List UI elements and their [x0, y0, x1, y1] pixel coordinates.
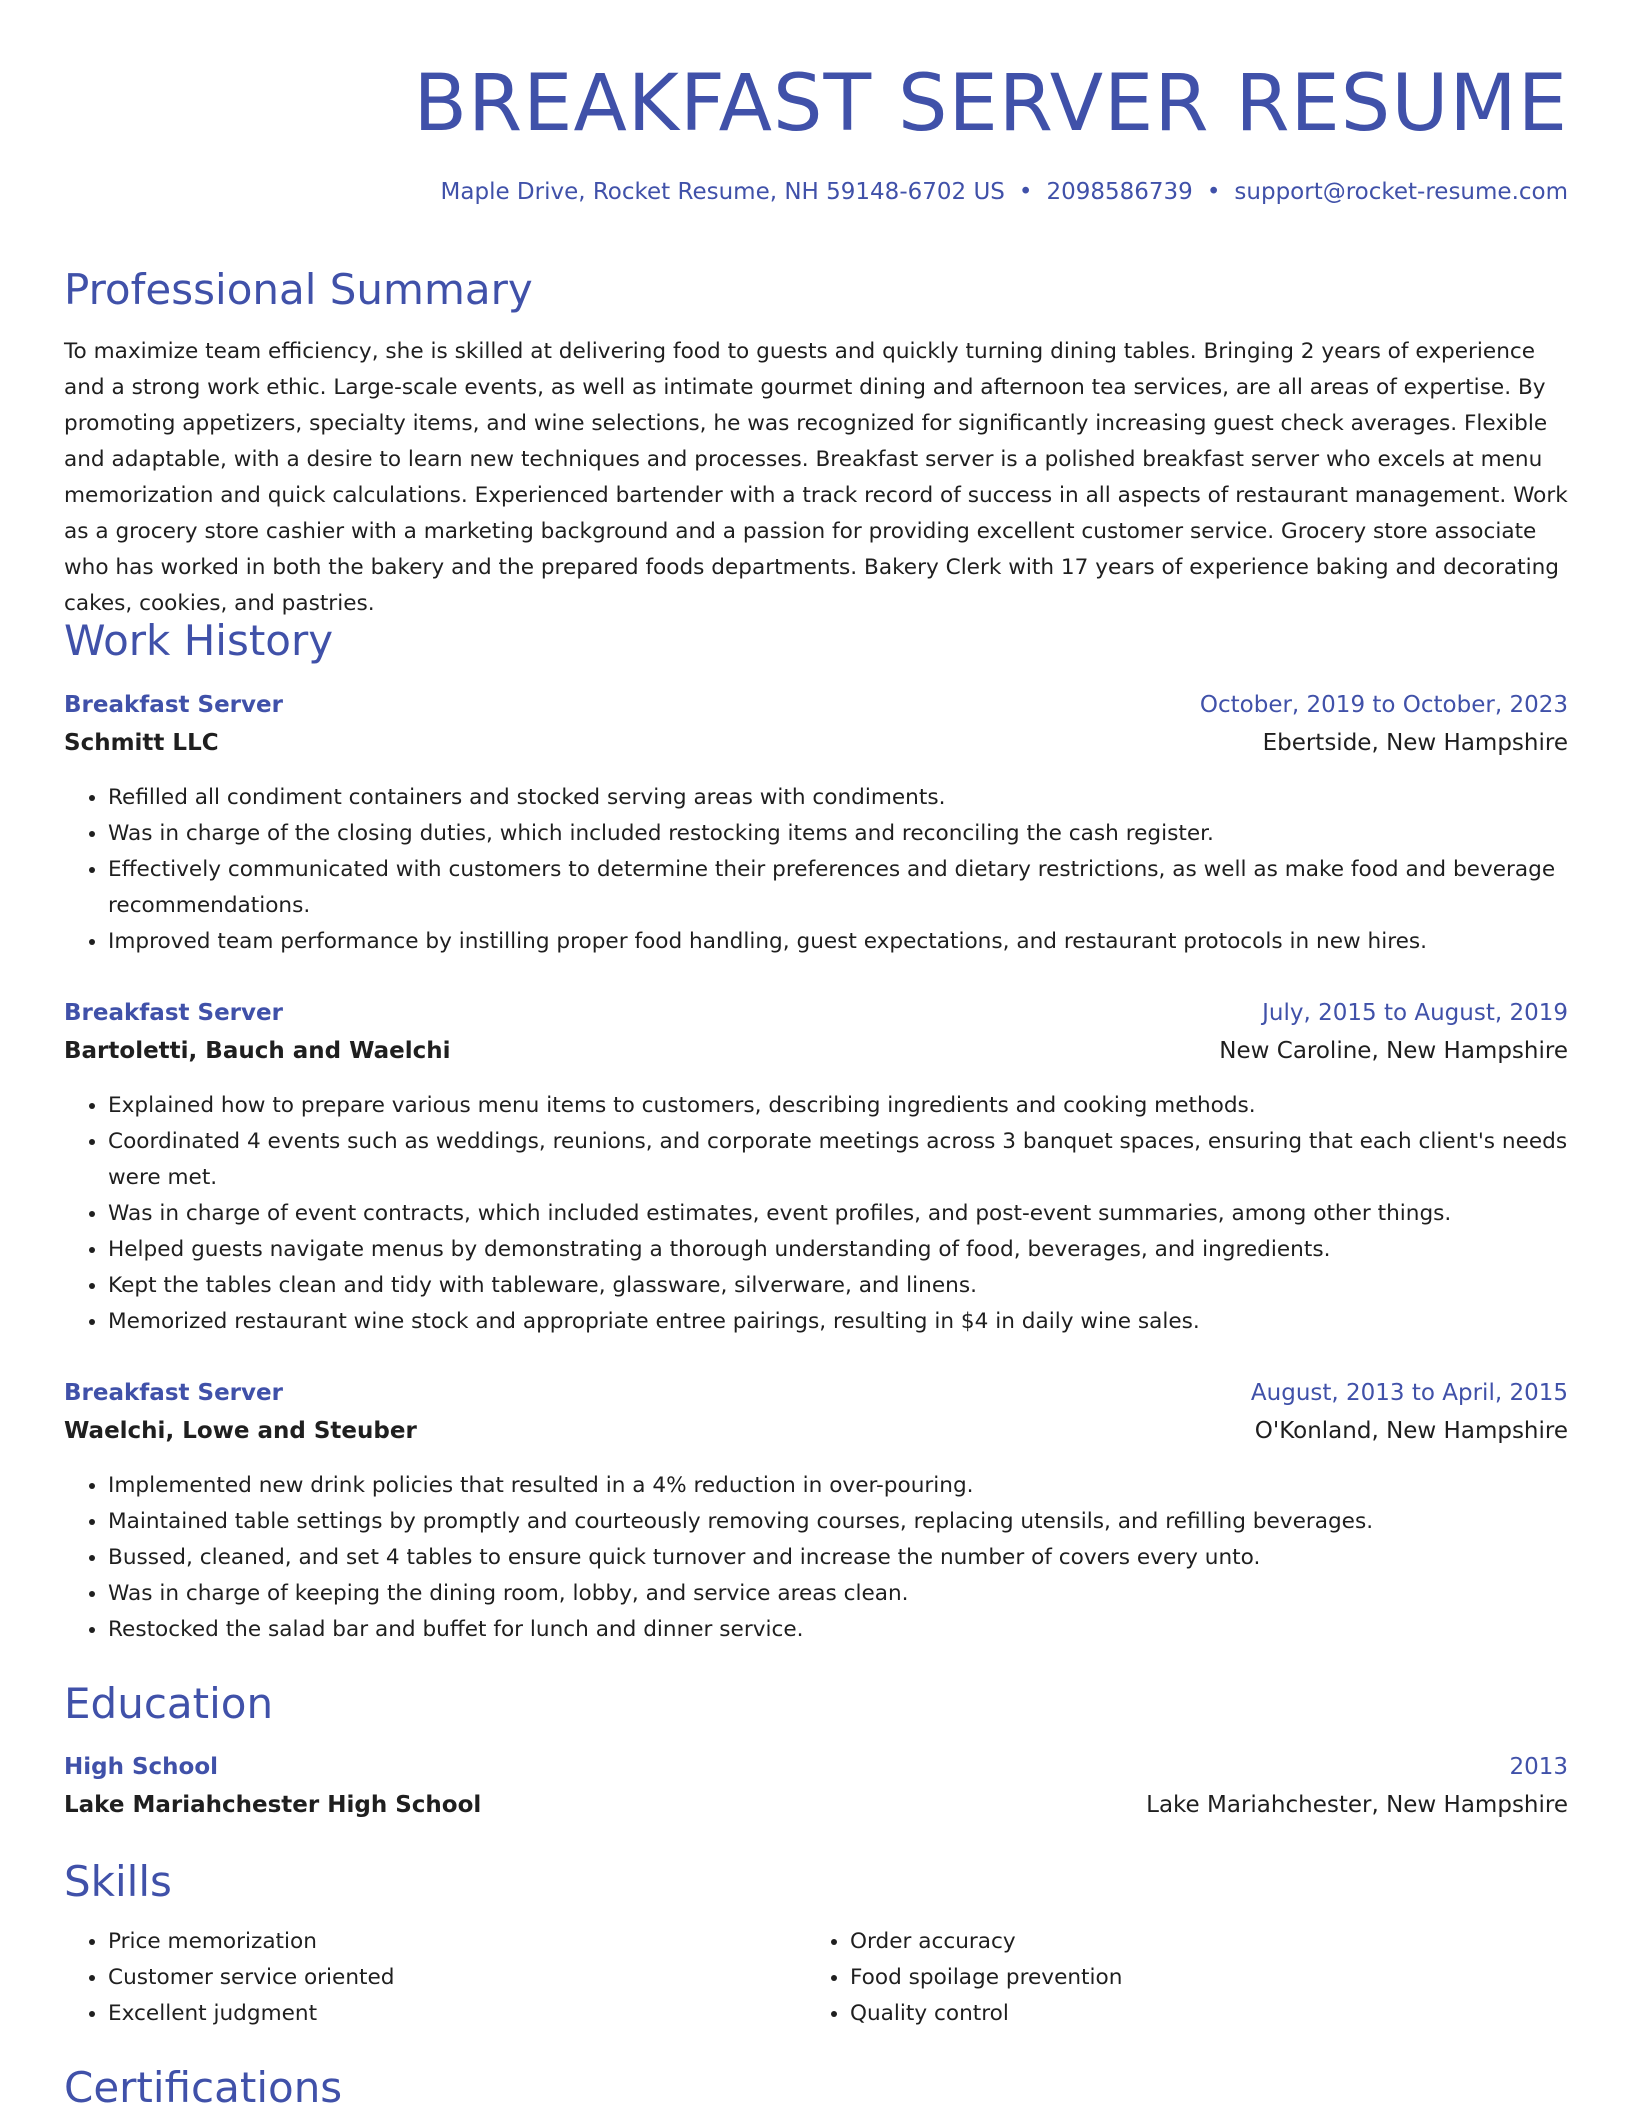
- job-company: Schmitt LLC: [64, 730, 219, 756]
- list-item: • Coordinated 4 events such as weddings, reunions, and corporate meetings across 3 banquet spaces, ensuring that each client's needs were met.: [108, 1124, 1568, 1196]
- education-location: Lake Mariahchester, New Hampshire: [1146, 1792, 1568, 1818]
- job-dates: July, 2015 to August, 2019: [1262, 1000, 1568, 1026]
- education-heading: Education: [64, 1679, 274, 1728]
- summary-text: To maximize team efficiency, she is skilled at delivering food to guests and quickly turning dining tables. Bringing 2 years of experience and a strong work ethic. Large-scale events, as well as intimate gourmet dining and afternoon tea services, are all areas of expertise. By promoting appetizers, specialty items, and wine selections, he was recognized for significantly increasing guest check averages. Flexible and adaptable, with a desire to learn new techniques and processes. Breakfast server is a polished breakfast server who excels at menu memorization and quick calculations. Experienced bartender with a track record of success in all aspects of restaurant management. Work as a grocery store cashier with a marketing background and a passion for providing excellent customer service. Grocery store associate who has worked in both the bakery and the prepared foods departments. Bakery Clerk with 17 years of experience baking and decorating cakes, cookies, and pastries.: [64, 339, 1568, 616]
- job-role: Breakfast Server: [64, 1380, 283, 1406]
- list-item: • Food spoilage prevention: [850, 1960, 1548, 1996]
- list-item: • Bussed, cleaned, and set 4 tables to ensure quick turnover and increase the number of covers every unto.: [108, 1540, 1568, 1576]
- list-item: • Implemented new drink policies that resulted in a 4% reduction in over-pouring.: [108, 1468, 1568, 1504]
- skills-heading: Skills: [64, 1857, 172, 1906]
- list-item: • Order accuracy: [850, 1924, 1548, 1960]
- education-school: Lake Mariahchester High School: [64, 1792, 482, 1818]
- work-history-heading: Work History: [64, 616, 334, 665]
- list-item: • Restocked the salad bar and buffet for lunch and dinner service.: [108, 1612, 1568, 1648]
- job-role: Breakfast Server: [64, 692, 283, 718]
- job-dates: October, 2019 to October, 2023: [1199, 692, 1568, 718]
- list-item: • Price memorization: [108, 1924, 806, 1960]
- education-entry: [64, 1751, 1568, 1821]
- contact-separator: •: [1018, 179, 1033, 205]
- certifications-heading: Certifications: [64, 2063, 343, 2112]
- job-role: Breakfast Server: [64, 1000, 283, 1026]
- contact-email[interactable]: support@rocket-resume.com: [1234, 179, 1568, 205]
- list-item: • Quality control: [850, 1996, 1548, 2032]
- contact-address: Maple Drive, Rocket Resume, NH 59148-6702 US: [440, 179, 1005, 205]
- job-entry-header: [64, 997, 1568, 1067]
- contact-separator: •: [1206, 179, 1221, 205]
- summary-heading: Professional Summary: [64, 265, 533, 314]
- job-bullet-list: [64, 1088, 1568, 1340]
- list-item: • Customer service oriented: [108, 1960, 806, 1996]
- job-company: Waelchi, Lowe and Steuber: [64, 1418, 417, 1444]
- list-item: • Helped guests navigate menus by demonstrating a thorough understanding of food, beverages, and ingredients.: [108, 1232, 1568, 1268]
- list-item: • Effectively communicated with customers to determine their preferences and dietary restrictions, as well as make food and beverage recommendations.: [108, 852, 1568, 924]
- job-location: New Caroline, New Hampshire: [1219, 1038, 1568, 1064]
- skills-column-right: [806, 1924, 1548, 2032]
- job-company: Bartoletti, Bauch and Waelchi: [64, 1038, 451, 1064]
- job-dates: August, 2013 to April, 2015: [1250, 1380, 1568, 1406]
- contact-phone: 2098586739: [1046, 179, 1193, 205]
- job-location: O'Konland, New Hampshire: [1254, 1418, 1568, 1444]
- job-bullet-list: [64, 780, 1568, 960]
- list-item: • Memorized restaurant wine stock and appropriate entree pairings, resulting in $4 in daily wine sales.: [108, 1304, 1568, 1340]
- list-item: • Explained how to prepare various menu items to customers, describing ingredients and cooking methods.: [108, 1088, 1568, 1124]
- resume-title: BREAKFAST SERVER RESUME: [413, 59, 1568, 149]
- list-item: • Improved team performance by instilling proper food handling, guest expectations, and restaurant protocols in new hires.: [108, 924, 1568, 960]
- job-bullet-list: [64, 1468, 1568, 1648]
- job-entry-header: [64, 1377, 1568, 1447]
- contact-line: [441, 176, 1568, 208]
- skills-list: [64, 1924, 1568, 2032]
- list-item: • Was in charge of the closing duties, which included restocking items and reconciling the cash register.: [108, 816, 1568, 852]
- job-location: Ebertside, New Hampshire: [1262, 730, 1568, 756]
- list-item: • Refilled all condiment containers and stocked serving areas with condiments.: [108, 780, 1568, 816]
- job-entry-header: [64, 689, 1568, 759]
- education-degree: High School: [64, 1754, 219, 1780]
- education-year: 2013: [1509, 1754, 1568, 1780]
- list-item: • Maintained table settings by promptly and courteously removing courses, replacing utensils, and refilling beverages.: [108, 1504, 1568, 1540]
- list-item: • Kept the tables clean and tidy with tableware, glassware, silverware, and linens.: [108, 1268, 1568, 1304]
- skills-column-left: [64, 1924, 806, 2032]
- list-item: • Excellent judgment: [108, 1996, 806, 2032]
- list-item: • Was in charge of event contracts, which included estimates, event profiles, and post-event summaries, among other things.: [108, 1196, 1568, 1232]
- list-item: • Was in charge of keeping the dining room, lobby, and service areas clean.: [108, 1576, 1568, 1612]
